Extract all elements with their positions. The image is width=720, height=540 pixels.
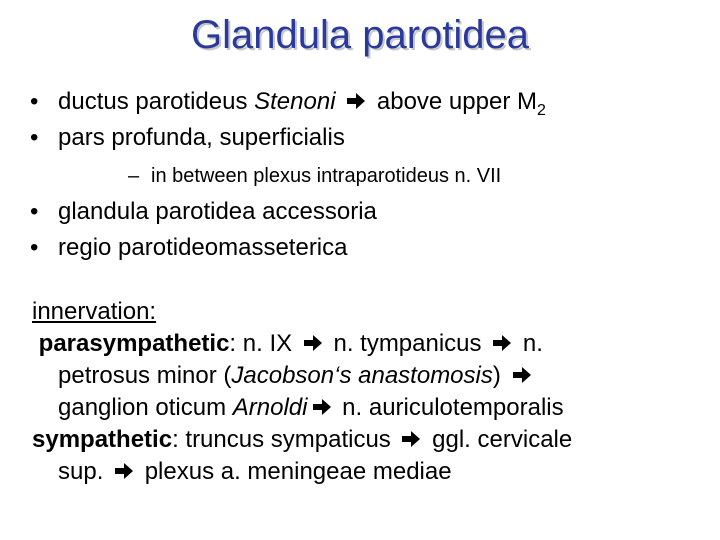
sympathetic-line-1 bbox=[32, 424, 702, 456]
bullet-marker: • bbox=[30, 88, 39, 115]
text-segment: sup. bbox=[58, 458, 111, 485]
sympathetic-label: sympathetic bbox=[32, 426, 173, 453]
bullet-text: above upper M bbox=[370, 88, 537, 115]
bullet-item-accessoria bbox=[30, 194, 710, 230]
text-segment: ) bbox=[492, 362, 508, 389]
text-segment: n. bbox=[516, 330, 543, 357]
bullet-list bbox=[30, 84, 710, 266]
text-segment: ganglion oticum bbox=[58, 394, 233, 421]
right-arrow-icon bbox=[346, 92, 366, 110]
bullet-item-ductus bbox=[30, 84, 710, 120]
bullet-text: ductus parotideus bbox=[58, 88, 255, 115]
slide-title: Glandula parotidea bbox=[190, 13, 530, 57]
parasympathetic-label: parasympathetic bbox=[38, 330, 230, 357]
parasympathetic-line-2 bbox=[32, 360, 702, 392]
parasympathetic-line-3 bbox=[32, 392, 702, 424]
sub-bullet-item bbox=[30, 162, 710, 190]
bullet-marker: • bbox=[30, 234, 39, 261]
text-italic: Arnoldi bbox=[232, 394, 308, 421]
sympathetic-line-2 bbox=[32, 456, 702, 488]
parasympathetic-line-1 bbox=[32, 328, 702, 360]
subscript: 2 bbox=[536, 102, 546, 119]
text-segment: ggl. cervicale bbox=[425, 426, 573, 453]
bullet-marker: • bbox=[30, 198, 39, 225]
text-segment: : truncus sympaticus bbox=[172, 426, 398, 453]
right-arrow-icon bbox=[492, 334, 512, 352]
bullet-text-italic: Stenoni bbox=[254, 88, 336, 115]
text-segment: : n. IX bbox=[229, 330, 299, 357]
innervation-block bbox=[32, 296, 702, 488]
bullet-item-regio bbox=[30, 230, 710, 266]
right-arrow-icon bbox=[303, 334, 323, 352]
text-segment: n. auriculotemporalis bbox=[335, 394, 564, 421]
text-segment: petrosus minor ( bbox=[58, 362, 232, 389]
right-arrow-icon bbox=[512, 366, 532, 384]
bullet-text: glandula parotidea accessoria bbox=[58, 198, 377, 225]
bullet-text: pars profunda, superficialis bbox=[58, 124, 345, 151]
bullet-marker: • bbox=[30, 124, 39, 151]
right-arrow-icon bbox=[114, 462, 134, 480]
sub-bullet-text: in between plexus intraparotideus n. VII bbox=[151, 165, 502, 187]
right-arrow-icon bbox=[401, 430, 421, 448]
bullet-item-pars bbox=[30, 120, 710, 156]
right-arrow-icon bbox=[312, 398, 332, 416]
bullet-text: regio parotideomasseterica bbox=[58, 234, 348, 261]
sub-bullet-marker: – bbox=[128, 165, 140, 187]
text-segment: n. tympanicus bbox=[326, 330, 489, 357]
text-italic: Jacobson‘s anastomosis bbox=[231, 362, 493, 389]
text-segment: plexus a. meningeae mediae bbox=[138, 458, 452, 485]
innervation-heading: innervation: bbox=[32, 298, 157, 325]
